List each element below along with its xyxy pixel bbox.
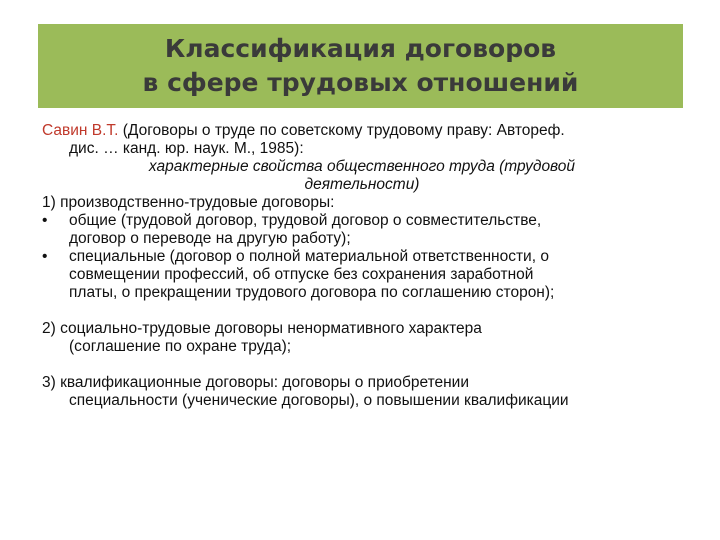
title-banner [38,24,683,108]
source-citation-text: (Договоры о труде по советскому трудовому праву: Автореф. [118,122,565,139]
bullet-row [42,248,692,266]
bullet-item-general [42,212,692,248]
source-citation-line-2: дис. … канд. юр. наук. М., 1985): [69,140,304,157]
bullet-text-line: договор о переводе на другую работу); [69,230,351,247]
bullet-row [42,212,692,230]
group-2-line-2: (соглашение по охране труда); [69,338,292,355]
slide-title-line-1: Классификация договоров [164,34,557,63]
criterion-line-1: характерные свойства общественного труда (трудовой [148,158,576,175]
group-3-line-2: специальности (ученические договоры), о повышении квалификации [69,392,569,409]
bullet-text-line: совмещении профессий, об отпуске без сохранения заработной [69,266,534,283]
bullet-icon: • [42,248,48,265]
source-citation-line-1 [42,122,692,140]
author-name: Савин В.Т. [42,122,119,139]
group-2-line-1: 2) социально-трудовые договоры ненормативного характера [42,320,482,337]
group-1-heading: 1) производственно-трудовые договоры: [42,194,335,211]
bullet-item-special [42,248,692,302]
criterion-line-2: деятельности) [304,176,420,193]
bullet-text-line: специальные (договор о полной материальной ответственности, о [69,248,549,265]
bullet-text-line: платы, о прекращении трудового договора по соглашению сторон); [69,284,555,301]
group-3-line-1: 3) квалификационные договоры: договоры о приобретении [42,374,469,391]
slide-body [42,122,692,410]
spacer [42,302,692,320]
spacer [42,356,692,374]
bullet-icon: • [42,212,48,229]
slide-title-line-2: в сфере трудовых отношений [142,68,579,97]
bullet-text-line: общие (трудовой договор, трудовой договор о совместительстве, [69,212,542,229]
